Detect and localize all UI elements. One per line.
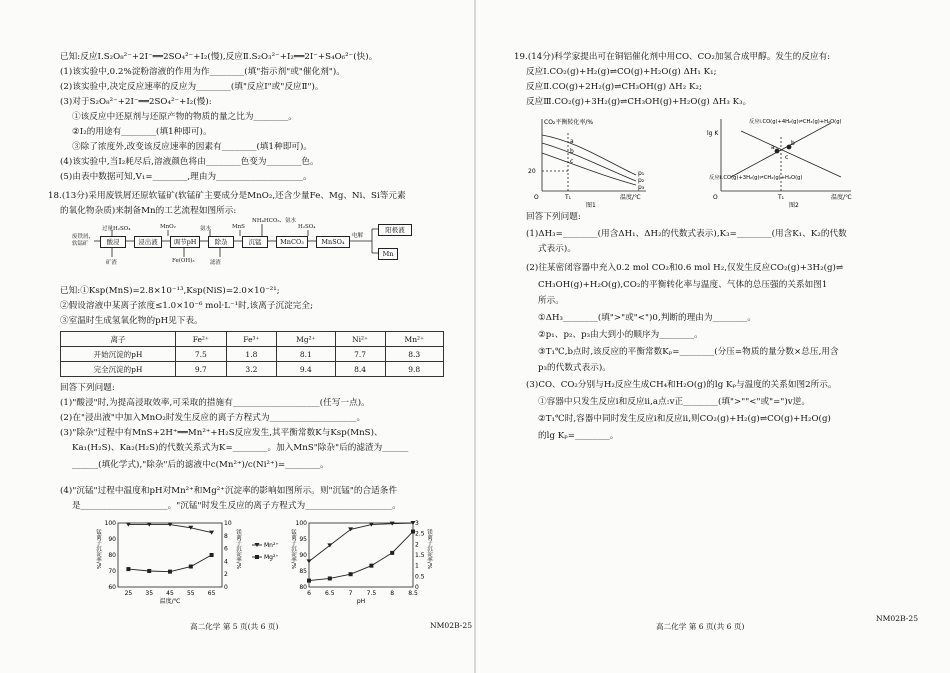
table-header: Mn²⁺ <box>385 332 443 347</box>
y-tick-left: 70 <box>108 568 116 575</box>
q19-answer-line: CH₃OH(g)+H₂O(g),CO₂的平衡转化率与温度、气体的总压强的关系如图1 <box>538 280 828 290</box>
process-flow-diagram <box>72 218 412 282</box>
fig2-ylabel: lg K <box>707 130 719 137</box>
fig2-caption: 图2 <box>789 202 799 209</box>
answer-line: Ka₁(H₂S)、Ka₂(H₂S)的代数关系式为K=________。加入MnS"除杂"后的滤渣为______ <box>72 443 409 453</box>
step-mnso4: MnSO₄ <box>316 236 350 248</box>
q17-line: ①该反应中还原剂与还原产物的物质的量之比为________。 <box>72 112 297 122</box>
answer-line: ______(填化学式),"除杂"后的滤液中c(Mn²⁺)/c(Ni²⁺)=________。 <box>72 460 329 470</box>
data-point-mg <box>189 565 193 569</box>
electrolysis-label: 电解 <box>352 233 364 239</box>
x-tick: 6 <box>307 590 311 597</box>
data-point-mg <box>349 572 353 576</box>
series-line <box>128 555 211 572</box>
y-tick-left: 100 <box>295 520 307 527</box>
q17-line: (1)该实验中,0.2%淀粉溶液的作用为作________(填"指示剂"或"催化剂")。 <box>60 67 345 77</box>
table-header-row <box>61 332 444 347</box>
residue-label: 滤渣 <box>210 260 222 266</box>
x-tick: 65 <box>207 590 216 597</box>
step-mnco3: MnCO₃ <box>276 236 308 248</box>
table-cell: 9.8 <box>385 362 443 377</box>
q19-answer-line: p₃的代数式表示)。 <box>538 363 611 373</box>
q17-line: 已知:反应Ⅰ.S₂O₈²⁻+2I⁻══2SO₄²⁻+I₂(慢),反应Ⅱ.S₂O₃²⁻+I₂══2I⁻+S₄O₆²⁻(快)。 <box>60 52 378 62</box>
answer-line: (3)"除杂"过程中有MnS+2H⁺══Mn²⁺+H₂S反应发生,其平衡常数K与Ksp(MnS)、 <box>60 428 383 438</box>
data-point-mg <box>369 564 373 568</box>
y-axis-label-left: 锰离子沉淀率/% <box>290 529 296 570</box>
data-point-mg <box>126 567 130 571</box>
fig2-point: c <box>785 154 789 161</box>
reagent-label: 氨水 <box>200 226 212 232</box>
chart-ph <box>285 517 455 617</box>
step-precipitate-mn: 沉锰 <box>242 236 268 248</box>
known-line: ③室温时生成氢氧化物的pH见下表。 <box>60 316 203 326</box>
q19-line: 反应Ⅰ.CO₂(g)+H₂(g)⇌CO(g)+H₂O(g) ΔH₁ K₁; <box>526 67 717 77</box>
answer-line: 是____________________。"沉锰"时发生反应的离子方程式为____________________。 <box>72 501 401 511</box>
fig1-curve-label: p₁ <box>638 170 645 177</box>
data-point-mg <box>328 576 332 580</box>
fig2-origin: O <box>713 194 718 201</box>
x-tick: 6.5 <box>325 590 335 597</box>
y-tick-left: 80 <box>108 552 116 559</box>
q19-answer-line: 所示。 <box>538 296 564 306</box>
q17-line: (3)对于S₂O₈²⁻+2I⁻══2SO₄²⁻+I₂(慢): <box>60 97 212 107</box>
table-header: Fe²⁺ <box>176 332 227 347</box>
x-tick: 45 <box>166 590 174 597</box>
x-axis-label: 温度/℃ <box>159 598 181 605</box>
data-point-mg <box>411 530 415 534</box>
table-cell: 8.1 <box>277 347 335 362</box>
q19-line: 反应Ⅲ.CO₂(g)+3H₂(g)⇌CH₃OH(g)+H₂O(g) ΔH₃ K₃。 <box>526 97 752 107</box>
x-axis-label: pH <box>356 598 366 605</box>
data-point-mn <box>307 559 312 563</box>
fig1-point: a <box>570 138 574 145</box>
data-point-mg <box>147 569 151 573</box>
answer-line: (1)"酸浸"时,为提高浸取效率,可采取的措施有____________________(任写一点)。 <box>60 398 370 408</box>
data-point-mg <box>210 553 214 557</box>
q19-answer-line: 回答下列问题: <box>526 212 581 222</box>
known-line: ②假设溶液中某离子浓度≤1.0×10⁻⁶ mol·L⁻¹时,该离子沉淀完全; <box>60 301 314 311</box>
known-line: 已知:①Ksp(MnS)=2.8×10⁻¹³,Ksp(NiS)=2.0×10⁻²¹; <box>60 286 280 296</box>
y-tick-right: 10 <box>224 520 232 527</box>
reagent-label: NH₄HCO₃、氨水 <box>252 218 297 224</box>
step-acid-leach: 酸浸 <box>100 236 126 248</box>
q19-line: 19.(14分)科学家提出可在铜铝催化剂中用CO、CO₂加氢合成甲醇。发生的反应有: <box>514 52 831 62</box>
fig2-tick-t1: T₁ <box>778 194 785 201</box>
y-tick-right: 2 <box>224 571 228 579</box>
q19-answer-line: ③T₁℃,b点时,该反应的平衡常数Kₚ=________(分压=物质的量分数×总压,用含 <box>538 347 839 357</box>
table-header: Mg²⁺ <box>277 332 335 347</box>
footer-code: NM02B-25 <box>876 614 919 623</box>
fig2-line-ii-label: 反应ⅱ.CO(g)+3H₂(g)⇌CH₄(g)+H₂O(g) <box>709 175 803 181</box>
step-leachate: 浸出液 <box>134 236 162 248</box>
y-tick-right: 3 <box>415 520 419 527</box>
fig2-point: a <box>771 144 775 151</box>
fig1-caption: 图1 <box>586 202 596 209</box>
fig1-tick-20: 20 <box>528 168 536 175</box>
fig2-point: b <box>791 140 795 147</box>
step-mn-product: Mn <box>378 248 398 260</box>
x-tick: 7 <box>348 590 353 597</box>
y-tick-right: 2.5 <box>415 530 425 538</box>
table-cell: 7.7 <box>335 347 385 362</box>
ion-ph-table <box>60 331 444 377</box>
table-cell: 开始沉淀的pH <box>61 347 176 362</box>
fig1-xlabel: 温度/℃ <box>620 194 641 201</box>
y-tick-right: 0 <box>224 584 228 591</box>
data-point-mg <box>307 579 311 583</box>
y-tick-right: 6 <box>224 545 228 553</box>
legend-label: Mg²⁺ <box>264 554 279 561</box>
q19-answer-line: (1)ΔH₃=________(用含ΔH₁、ΔH₂的代数式表示),K₃=________(用含K₁、K₂的代数 <box>526 229 847 239</box>
table-cell: 9.4 <box>277 362 335 377</box>
q19-answer-line: (3)CO、CO₂分别与H₂反应生成CH₄和H₂O(g)的lg Kₚ与温度的关系如图2所示。 <box>526 380 837 390</box>
answer-line: (2)在"浸出液"中加入MnO₂时发生反应的离子方程式为____________________。 <box>60 413 366 423</box>
x-tick: 8 <box>390 590 395 597</box>
table-header: Ni²⁺ <box>335 332 385 347</box>
series-line <box>309 532 413 581</box>
fig1-curve-p2 <box>542 143 636 181</box>
table-header: 离子 <box>61 332 176 347</box>
table-cell: 完全沉淀的pH <box>61 362 176 377</box>
reagent-label: MnO₂ <box>160 224 176 230</box>
q17-line: (5)由表中数据可知,V₁=________,理由为____________________。 <box>60 172 312 182</box>
reagent-label: MnS <box>232 224 245 230</box>
fig1-tick-t1: T₁ <box>565 194 572 201</box>
y-tick-right: 1.5 <box>415 552 425 559</box>
table-row <box>61 347 444 362</box>
q19-answer-line: ①ΔH₃________(填">"或"<")0,判断的理由为________。 <box>538 313 757 323</box>
y-axis-label-right: 镁离子沉淀率/% <box>235 529 241 570</box>
feed-label: 废铁屑、软锰矿 <box>72 234 95 247</box>
x-tick: 8.5 <box>408 590 418 597</box>
legend-label: Mn²⁺ <box>264 542 279 549</box>
table-row <box>61 362 444 377</box>
x-tick: 55 <box>186 590 195 597</box>
fig1-point: b <box>570 148 574 155</box>
q19-answer-line: 的lg Kₚ=________。 <box>538 431 619 441</box>
figure-1 <box>526 113 676 209</box>
y-tick-left: 95 <box>299 536 307 543</box>
fig2-line-i-label: 反应ⅰ.CO(g)+4H₂(g)⇌CH₄(g)+H₂O(g) <box>749 119 842 125</box>
residue-label: Fe(OH)₃ <box>172 258 195 264</box>
footer-code: NM02B-25 <box>430 621 473 630</box>
y-axis-label-right: 镁离子沉淀率/% <box>426 529 432 570</box>
step-anode-liquid: 阳极液 <box>378 224 412 236</box>
left-page <box>0 0 474 673</box>
fig1-ylabel: CO₂平衡转化率/% <box>544 119 594 126</box>
y-tick-left: 80 <box>299 584 307 591</box>
x-tick: 35 <box>145 590 154 597</box>
y-tick-right: 2 <box>415 541 419 549</box>
q17-line: (4)该实验中,当I₂耗尽后,溶液颜色将由________色变为________色。 <box>60 157 319 167</box>
chart-temperature <box>90 517 300 617</box>
fig1-curve-label: p₃ <box>638 184 645 191</box>
q17-line: ③除了浓度外,改变该反应速率的因素有________(填1种即可)。 <box>72 142 313 152</box>
data-point-mg <box>390 551 394 555</box>
fig1-curve-p1 <box>542 135 636 175</box>
plot-frame <box>309 523 413 587</box>
residue-label: 矿渣 <box>106 260 118 266</box>
fig2-xlabel: 温度/℃ <box>831 194 852 201</box>
data-point-mg <box>168 570 172 574</box>
q19-line: 反应Ⅱ.CO(g)+2H₂(g)⇌CH₃OH(g) ΔH₂ K₂; <box>526 82 702 92</box>
x-tick: 7.5 <box>366 590 377 597</box>
y-tick-right: 4 <box>224 558 228 566</box>
y-tick-left: 100 <box>104 520 116 527</box>
fig2-point-a-marker <box>775 149 779 153</box>
reagent-label: 过量H₂SO₄ <box>102 226 131 232</box>
q19-answer-line: ②T₁℃时,容器中同时发生反应ⅰ和反应ⅱ,则CO₂(g)+H₂(g)⇌CO(g)+H₂O(g) <box>538 414 831 424</box>
table-cell: 7.5 <box>176 347 227 362</box>
q19-answer-line: ②p₁、p₂、p₃由大到小的顺序为________。 <box>538 330 703 340</box>
y-axis-label-left: 锰离子沉淀率/% <box>95 529 101 570</box>
table-cell: 8.4 <box>335 362 385 377</box>
q17-line: ②I₂的用途有________(填1种即可)。 <box>72 127 212 137</box>
series-line <box>309 523 413 561</box>
fig1-point: c <box>570 158 574 165</box>
fig2-line-i <box>741 131 841 177</box>
q19-answer-line: (2)往某密闭容器中充入0.2 mol CO₂和0.6 mol H₂,仅发生反应CO₂(g)+3H₂(g)⇌ <box>526 263 844 273</box>
answer-line: (4)"沉锰"过程中温度和pH对Mn²⁺和Mg²⁺沉淀率的影响如图所示。则"沉锰"的合适条件 <box>60 486 398 496</box>
q17-line: (2)该实验中,决定反应速率的反应为________(填"反应Ⅰ"或"反应Ⅱ")。 <box>60 82 324 92</box>
y-tick-right: 0 <box>415 584 419 591</box>
table-cell: 8.3 <box>385 347 443 362</box>
flow-arrows <box>72 222 412 282</box>
y-tick-left: 90 <box>299 552 307 559</box>
x-tick: 25 <box>124 590 133 597</box>
y-tick-right: 1 <box>415 562 419 570</box>
y-tick-left: 60 <box>108 584 116 591</box>
answer-line: 回答下列问题: <box>60 383 115 393</box>
fig1-origin: O <box>534 194 539 201</box>
y-tick-right: 0.5 <box>415 573 425 581</box>
reagent-label: H₂SO₄ <box>298 224 316 230</box>
y-tick-left: 85 <box>299 568 307 575</box>
table-cell: 3.2 <box>226 362 277 377</box>
figure-2 <box>701 113 901 209</box>
q19-answer-line: ①容器中只发生反应ⅰ和反应ⅱ,a点:v正________(填">""<"或"=")v逆。 <box>538 397 810 407</box>
step-adjust-ph: 调节pH <box>170 236 200 248</box>
y-tick-left: 90 <box>108 536 116 543</box>
table-header: Fe³⁺ <box>226 332 277 347</box>
legend-marker-mg <box>255 555 259 559</box>
q19-answer-line: 式表示)。 <box>538 244 576 254</box>
footer-page-number: 高二化学 第 6 页(共 6 页) <box>656 622 745 631</box>
step-purify: 除杂 <box>208 236 234 248</box>
fig1-curve-label: p₂ <box>638 177 645 184</box>
footer-page-number: 高二化学 第 5 页(共 6 页) <box>190 622 279 631</box>
plot-frame <box>118 523 222 587</box>
table-cell: 9.7 <box>176 362 227 377</box>
y-tick-right: 8 <box>224 532 228 540</box>
table-cell: 1.8 <box>226 347 277 362</box>
q18-line: 18.(13分)采用废铁屑还原软锰矿(软锰矿主要成分是MnO₂,还含少量Fe、Mg、Ni、Si等元素 <box>48 191 406 201</box>
fig1-curve-p3 <box>542 153 636 185</box>
q18-line: 的氧化物杂质)来制备Mn的工艺流程如图所示: <box>60 206 237 216</box>
right-page <box>476 0 950 673</box>
